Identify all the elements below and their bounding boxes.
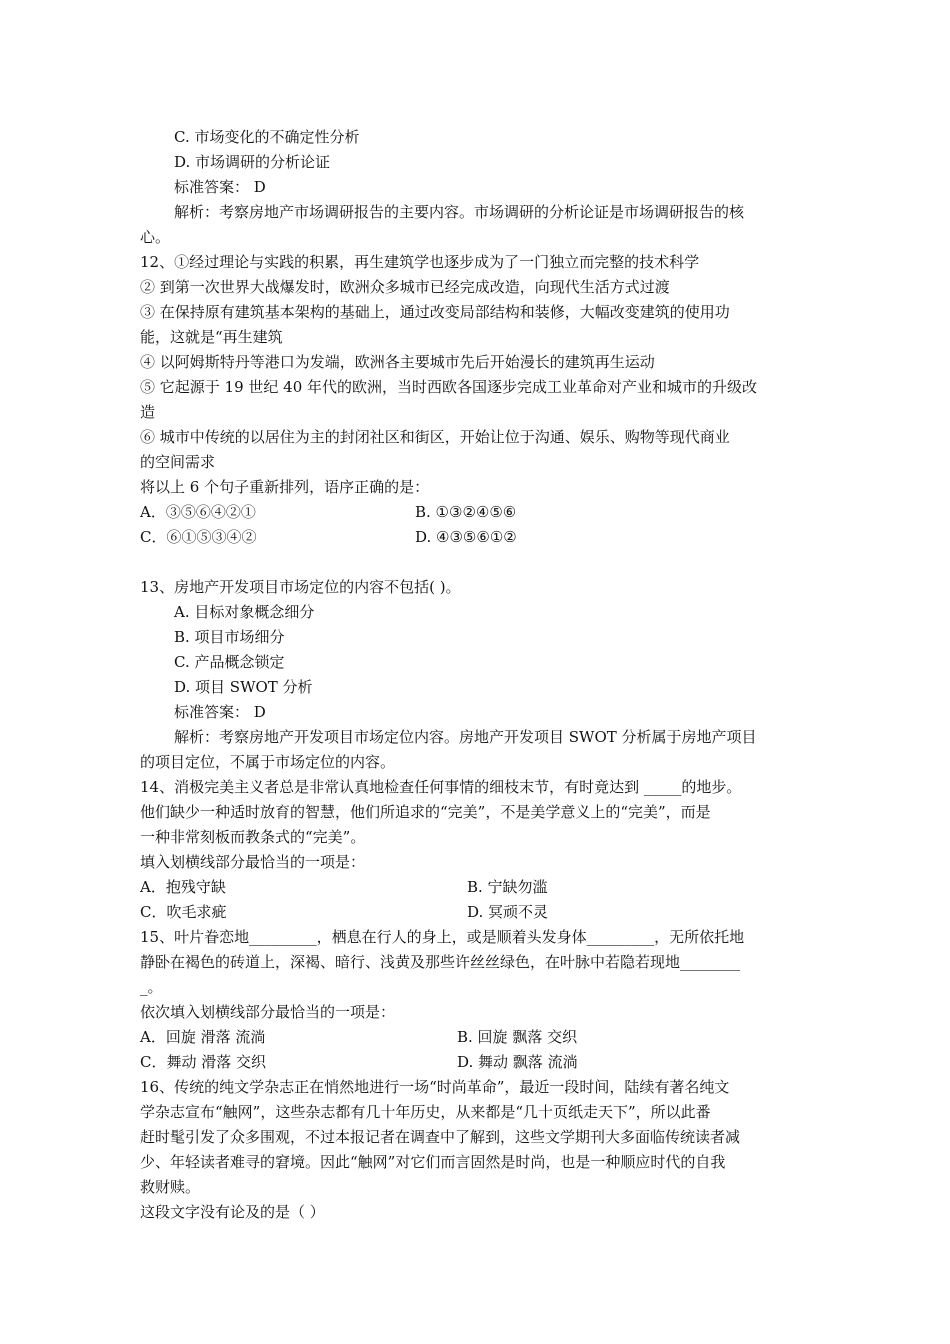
q15-prompt: 依次填入划横线部分最恰当的一项是： [140, 1003, 396, 1021]
q16-line-2: 学杂志宣布“触网”，这些杂志都有几十年历史，从来都是“几十页纸走天下”，所以此番 [140, 1103, 711, 1121]
q13-question: 13、房地产开发项目市场定位的内容不包括( )。 [140, 578, 461, 596]
q12-option-a: A．③⑤⑥④②① [140, 503, 256, 521]
q15-line-1: 15、叶片眷恋地_________，栖息在行人的身上，或是顺着头发身体_________，无所依托地 [140, 928, 745, 946]
q12-sentence-6b: 的空间需求 [140, 453, 216, 471]
q15-option-b: B. 回旋 飘落 交织 [457, 1028, 578, 1046]
q12-option-b: B. ①③②④⑤⑥ [415, 503, 517, 521]
q14-prompt: 填入划横线部分最恰当的一项是： [140, 853, 366, 871]
q12-sentence-3b: 能，这就是“再生建筑 [140, 328, 283, 346]
q14-option-a: A．抱残守缺 [140, 878, 226, 896]
q12-prompt: 将以上 6 个句子重新排列，语序正确的是： [140, 478, 430, 496]
q15-line-2: 静卧在褐色的砖道上，深褐、暗行、浅黄及那些许丝丝绿色，在叶脉中若隐若现地________ [140, 953, 741, 971]
q14-line-2: 他们缺少一种适时放育的智慧，他们所追求的“完美”，不是美学意义上的“完美”，而是 [140, 803, 711, 821]
q14-option-c: C．吹毛求疵 [140, 903, 227, 921]
q12-sentence-4: ④ 以阿姆斯特丹等港口为发端，欧洲各主要城市先后开始漫长的建筑再生运动 [140, 353, 655, 371]
q13-option-c: C. 产品概念锁定 [174, 653, 285, 671]
q12-sentence-6a: ⑥ 城市中传统的以居住为主的封闭社区和街区，开始让位于沟通、娱乐、购物等现代商业 [140, 428, 730, 446]
q13-explanation-line-2: 的项目定位，不属于市场定位的内容。 [140, 753, 396, 771]
q14-option-d: D. 冥顽不灵 [467, 903, 549, 921]
q16-question: 这段文字没有论及的是（ ） [140, 1203, 325, 1221]
q15-option-c: C．舞动 滑落 交织 [140, 1053, 267, 1071]
q12-option-d: D. ④③⑤⑥①② [415, 528, 517, 546]
q12-sentence-2: ② 到第一次世界大战爆发时，欧洲众多城市已经完成改造，向现代生活方式过渡 [140, 278, 670, 296]
q12-sentence-3a: ③ 在保持原有建筑基本架构的基础上，通过改变局部结构和装修，大幅改变建筑的使用功 [140, 303, 730, 321]
q12-option-c: C．⑥①⑤③④② [140, 528, 257, 546]
q13-option-b: B. 项目市场细分 [174, 628, 285, 646]
q11-explanation-line-1: 解析：考察房地产市场调研报告的主要内容。市场调研的分析论证是市场调研报告的核 [174, 203, 745, 221]
q13-explanation-line-1: 解析：考察房地产开发项目市场定位内容。房地产开发项目 SWOT 分析属于房地产项目 [174, 728, 757, 746]
q12-sentence-5b: 造 [140, 403, 156, 421]
q13-option-d: D. 项目 SWOT 分析 [174, 678, 313, 696]
q14-line-1: 14、消极完美主义者总是非常认真地检查任何事情的细枝末节，有时竟达到 _____的地步。 [140, 778, 742, 796]
q11-answer: 标准答案： D [174, 178, 266, 196]
q13-option-a: A. 目标对象概念细分 [174, 603, 315, 621]
q11-option-d: D. 市场调研的分析论证 [174, 153, 331, 171]
q12-sentence-5a: ⑤ 它起源于 19 世纪 40 年代的欧洲，当时西欧各国逐步完成工业革命对产业和城市的升级改 [140, 378, 758, 396]
q11-option-c: C. 市场变化的不确定性分析 [174, 128, 360, 146]
q14-line-3: 一种非常刻板而教条式的“完美”。 [140, 828, 366, 846]
q13-answer: 标准答案： D [174, 703, 266, 721]
q12-sentence-1: 12、①经过理论与实践的积累，再生建筑学也逐步成为了一门独立而完整的技术科学 [140, 253, 700, 271]
q16-line-3: 赶时髦引发了众多围观，不过本报记者在调查中了解到，这些文学期刊大多面临传统读者减 [140, 1128, 741, 1146]
q15-line-3: _。 [140, 978, 163, 996]
q15-option-d: D. 舞动 飘落 流淌 [457, 1053, 578, 1071]
q15-option-a: A．回旋 滑落 流淌 [140, 1028, 266, 1046]
q14-option-b: B. 宁缺勿滥 [467, 878, 548, 896]
q16-line-1: 16、传统的纯文学杂志正在悄然地进行一场“时尚革命”，最近一段时间，陆续有著名纯文 [140, 1078, 730, 1096]
q16-line-4: 少、年轻读者难寻的窘境。因此“触网”对它们而言固然是时尚，也是一种顺应时代的自我 [140, 1153, 726, 1171]
q11-explanation-line-2: 心。 [140, 228, 171, 246]
q16-line-5: 救财赎。 [140, 1178, 201, 1196]
